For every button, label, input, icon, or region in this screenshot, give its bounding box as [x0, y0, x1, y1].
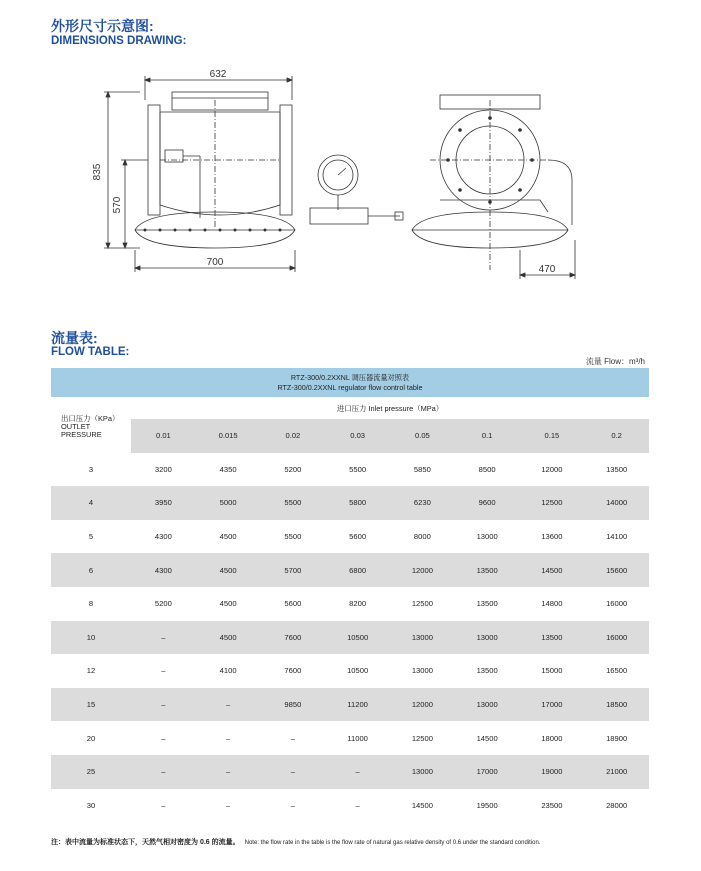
- flow-value-cell: 10500: [325, 621, 390, 655]
- table-row: [51, 621, 649, 655]
- outlet-pressure-value: 3: [88, 464, 94, 474]
- flow-value-cell: 11000: [347, 733, 368, 743]
- flow-value-cell: 13000: [455, 688, 520, 722]
- dimensions-title-cn: 外形尺寸示意图:: [51, 18, 154, 34]
- flow-value-cell: 13000: [476, 532, 498, 542]
- flow-value-cell: –: [226, 800, 231, 810]
- table-row: [51, 520, 649, 554]
- outlet-pressure-value: 4: [51, 486, 131, 520]
- table-row: [51, 789, 649, 823]
- flow-value-cell: –: [261, 755, 326, 789]
- flow-value-cell: 13500: [455, 553, 520, 587]
- flow-value-cell: 16500: [606, 666, 628, 676]
- flow-value-cell: 14500: [411, 800, 433, 810]
- inlet-pressure-value: 0.1: [455, 419, 520, 453]
- flow-value-cell: 18900: [606, 733, 628, 743]
- flow-value-cell: –: [131, 688, 196, 722]
- outlet-pressure-value: 20: [86, 733, 96, 743]
- side-view: [412, 95, 575, 279]
- flow-value-cell: 13500: [520, 621, 585, 655]
- flow-value-cell: 12000: [541, 464, 563, 474]
- flow-value-cell: 3200: [154, 464, 172, 474]
- flow-value-cell: 13600: [541, 532, 563, 542]
- flow-value-cell: 13500: [476, 666, 498, 676]
- flow-value-cell: –: [131, 621, 196, 655]
- flow-value-cell: 5800: [325, 486, 390, 520]
- flow-value-cell: 13000: [455, 621, 520, 655]
- outlet-pressure-header: [51, 397, 131, 453]
- table-row: [51, 587, 649, 621]
- flow-value-cell: 5850: [413, 464, 431, 474]
- flow-value-cell: 5200: [284, 464, 302, 474]
- flow-value-cell: 10500: [347, 666, 369, 676]
- outlet-label-cn: 出口压力（KPa）: [61, 414, 120, 423]
- flow-value-cell: 28000: [606, 800, 628, 810]
- flow-value-cell: 13500: [476, 599, 498, 609]
- table-row: [51, 553, 649, 587]
- flow-value-cell: 4350: [219, 464, 237, 474]
- table-caption: [51, 368, 649, 397]
- flow-value-cell: 9850: [261, 688, 326, 722]
- table-row: [51, 453, 649, 487]
- flow-value-cell: 4500: [219, 599, 237, 609]
- table-row: [51, 486, 649, 520]
- flow-value-cell: 6800: [325, 553, 390, 587]
- flow-value-cell: 3950: [131, 486, 196, 520]
- flow-value-cell: –: [325, 755, 390, 789]
- table-row: [51, 688, 649, 722]
- flow-value-cell: 9600: [455, 486, 520, 520]
- note-cn: 注：表中流量为标准状态下，天然气相对密度为 0.6 的流量。: [51, 839, 240, 846]
- dim-700-label: 700: [206, 257, 224, 268]
- flow-value-cell: 12000: [390, 688, 455, 722]
- flow-value-cell: 14800: [541, 599, 563, 609]
- flow-value-cell: –: [290, 800, 295, 810]
- inlet-pressure-value: 0.02: [261, 419, 326, 453]
- flow-value-cell: 8500: [478, 464, 496, 474]
- outlet-pressure-value: 30: [86, 800, 96, 810]
- flow-value-cell: 4500: [219, 532, 237, 542]
- inlet-pressure-value: 0.15: [520, 419, 585, 453]
- flow-value-cell: 13500: [606, 464, 628, 474]
- outlet-pressure-value: 10: [51, 621, 131, 655]
- flow-value-cell: 18500: [584, 688, 649, 722]
- flow-value-cell: 16000: [606, 599, 628, 609]
- flow-value-cell: 12500: [520, 486, 585, 520]
- outlet-pressure-value: 15: [51, 688, 131, 722]
- dim-835-label: 835: [92, 163, 103, 181]
- flow-value-cell: 12000: [390, 553, 455, 587]
- inlet-pressure-value: 0.01: [131, 419, 196, 453]
- flow-value-cell: 12500: [411, 733, 433, 743]
- table-caption-cn: RTZ-300/0.2XXNL 调压器流量对照表: [290, 372, 410, 382]
- inlet-pressure-value: 0.015: [196, 419, 261, 453]
- flow-value-cell: 5700: [261, 553, 326, 587]
- flow-value-cell: 8200: [349, 599, 367, 609]
- flow-title-en: FLOW TABLE:: [51, 346, 130, 358]
- flow-title-cn: 流量表:: [51, 330, 98, 346]
- flow-value-cell: 4100: [219, 666, 237, 676]
- flow-value-cell: 19500: [476, 800, 498, 810]
- table-caption-en: RTZ-300/0.2XXNL regulator flow control table: [277, 382, 423, 392]
- flow-value-cell: 14100: [606, 532, 628, 542]
- flow-value-cell: 21000: [584, 755, 649, 789]
- table-row: [51, 654, 649, 688]
- flow-table: [51, 368, 649, 822]
- flow-value-cell: 5600: [349, 532, 367, 542]
- outlet-pressure-value: 6: [51, 553, 131, 587]
- flow-value-cell: 15600: [584, 553, 649, 587]
- flow-value-cell: 5200: [154, 599, 172, 609]
- flow-value-cell: 4300: [154, 532, 172, 542]
- dim-570-label: 570: [112, 196, 123, 214]
- flow-value-cell: 15000: [541, 666, 563, 676]
- inlet-pressure-value: 0.2: [584, 419, 649, 453]
- flow-value-cell: 4500: [196, 621, 261, 655]
- flow-value-cell: –: [196, 755, 261, 789]
- flow-value-cell: 12500: [411, 599, 433, 609]
- outlet-pressure-value: 25: [51, 755, 131, 789]
- flow-value-cell: 19000: [520, 755, 585, 789]
- pressure-gauge: [310, 155, 403, 224]
- dimensions-title-en: DIMENSIONS DRAWING:: [51, 35, 187, 47]
- flow-value-cell: –: [290, 733, 295, 743]
- flow-value-cell: 7600: [284, 666, 302, 676]
- outlet-pressure-value: 5: [88, 532, 94, 542]
- flow-value-cell: –: [355, 800, 360, 810]
- flow-value-cell: 8000: [413, 532, 431, 542]
- flow-value-cell: 13000: [390, 755, 455, 789]
- dim-632-label: 632: [209, 69, 227, 80]
- flow-value-cell: 4500: [196, 553, 261, 587]
- flow-value-cell: 14500: [476, 733, 498, 743]
- flow-value-cell: 14000: [584, 486, 649, 520]
- flow-value-cell: 5500: [284, 532, 302, 542]
- table-row: [51, 721, 649, 755]
- flow-value-cell: –: [161, 666, 166, 676]
- flow-value-cell: –: [131, 755, 196, 789]
- flow-value-cell: 13000: [390, 621, 455, 655]
- flow-value-cell: 17000: [455, 755, 520, 789]
- flow-value-cell: 5500: [349, 464, 367, 474]
- flow-value-cell: 7600: [261, 621, 326, 655]
- flow-value-cell: 13000: [411, 666, 433, 676]
- outlet-pressure-value: 8: [88, 599, 94, 609]
- note-en: Note: the flow rate in the table is the flow rate of natural gas relative density of 0.6 under the standard condition.: [244, 840, 541, 846]
- flow-value-cell: 5500: [261, 486, 326, 520]
- inlet-pressure-value: 0.05: [390, 419, 455, 453]
- flow-value-cell: –: [226, 733, 231, 743]
- flow-value-cell: –: [196, 688, 261, 722]
- outlet-pressure-value: 12: [86, 666, 96, 676]
- flow-value-cell: –: [161, 733, 166, 743]
- inlet-pressure-header: 进口压力 Inlet pressure（MPa）: [336, 403, 444, 413]
- dim-470-label: 470: [538, 264, 556, 275]
- outlet-label-en: OUTLET PRESSURE: [61, 422, 102, 439]
- flow-value-cell: 5600: [284, 599, 302, 609]
- table-note: [51, 837, 540, 847]
- flow-value-cell: 6230: [390, 486, 455, 520]
- flow-value-cell: 16000: [584, 621, 649, 655]
- flow-value-cell: 4300: [131, 553, 196, 587]
- flow-value-cell: 14500: [520, 553, 585, 587]
- flow-value-cell: 11200: [325, 688, 390, 722]
- flow-unit-label: 流量 Flow：m³/h: [585, 357, 645, 366]
- flow-value-cell: –: [161, 800, 166, 810]
- flow-value-cell: 17000: [520, 688, 585, 722]
- flow-value-cell: 5000: [196, 486, 261, 520]
- dimensions-drawing: [0, 55, 701, 285]
- table-row: [51, 755, 649, 789]
- front-view: [104, 76, 295, 272]
- flow-value-cell: 18000: [541, 733, 563, 743]
- inlet-pressure-value: 0.03: [325, 419, 390, 453]
- flow-value-cell: 23500: [541, 800, 563, 810]
